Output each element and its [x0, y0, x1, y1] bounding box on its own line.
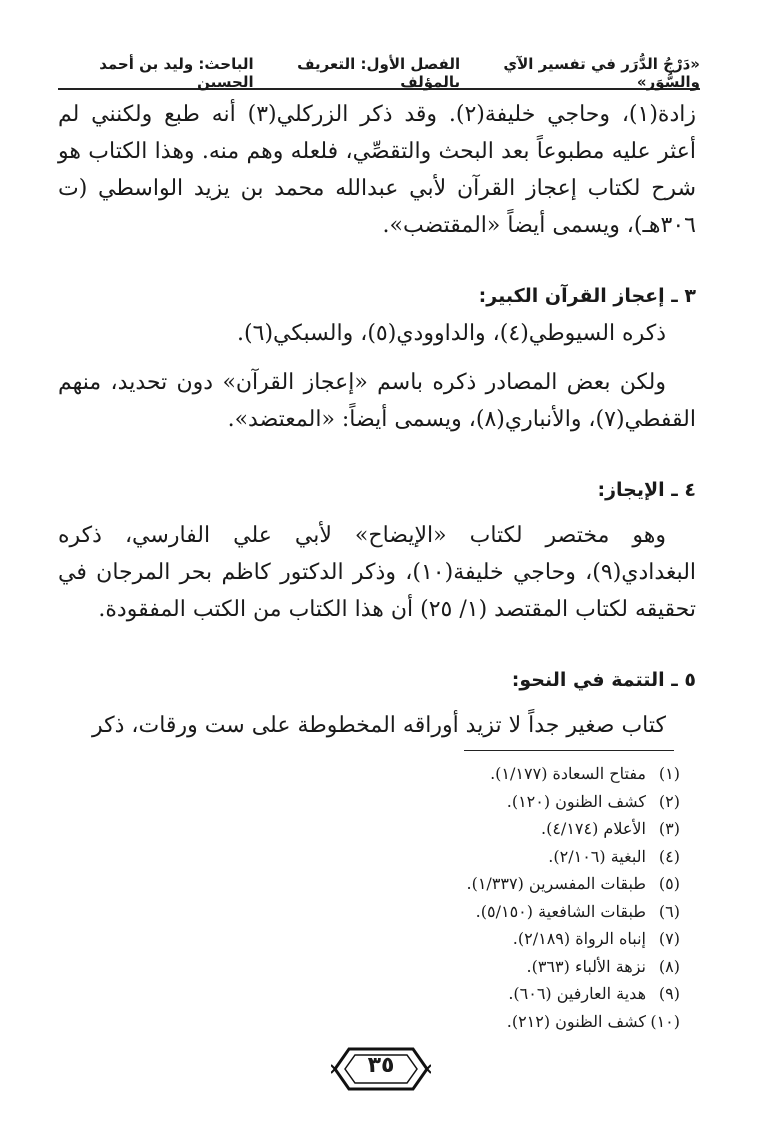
footnote-text: طبقات الشافعية (٥/١٥٠). — [475, 901, 646, 921]
header-author: الباحث: وليد بن أحمد الحسين — [99, 55, 254, 91]
section-heading-3: ٣ ـ إعجاز القرآن الكبير: — [478, 285, 696, 307]
section-heading-5: ٥ ـ التتمة في النحو: — [511, 669, 696, 691]
footnote-mark: (٦) — [658, 901, 680, 921]
footnote-item — [260, 1008, 680, 1036]
running-header — [58, 55, 700, 91]
page-number-ornament — [331, 1045, 431, 1093]
section-heading-4: ٤ ـ الإيجاز: — [597, 479, 696, 501]
footnote-divider — [464, 750, 674, 751]
footnote-item — [260, 980, 680, 1008]
header-book-title: «دَرْجُ الدُّرَر في تفسير الآي والسُّوَر» — [503, 55, 700, 91]
footnote-text: إنباه الرواة (٢/١٨٩). — [512, 929, 646, 948]
footnote-item — [260, 760, 680, 788]
footnote-mark: (١٠) — [650, 1011, 680, 1031]
footnote-item — [260, 788, 680, 816]
page-number: ٣٥ — [367, 1053, 395, 1078]
footnote-text: الأعلام (٤/١٧٤). — [541, 819, 646, 838]
footnote-mark: (٧) — [658, 929, 680, 948]
footnote-text: هدية العارفين (٦٠٦). — [508, 984, 646, 1003]
footnote-mark: (٤) — [658, 846, 680, 866]
paragraph-1: زادة(١)، وحاجي خليفة(٢). وقد ذكر الزركلي(٣) أنه طبع ولكنني لم أعثر عليه مطبوعاً بعد البحث والتقصِّي، فلعله وهم منه. وهذا الكتاب هو شرح لكتاب إعجاز القرآن لأبي عبدالله محمد بن يزيد الواسطي (ت ٣٠٦هـ)، ويسمى أيضاً «المقتضب». — [58, 102, 696, 238]
footnote-mark: (٥) — [658, 874, 680, 893]
footnote-text: كشف الظنون (٢١٢). — [506, 1011, 646, 1031]
footnote-mark: (١) — [658, 764, 680, 783]
paragraph-3a: ذكره السيوطي(٤)، والداوودي(٥)، والسبكي(٦). — [237, 321, 666, 346]
paragraph-4: وهو مختصر لكتاب «الإيضاح» لأبي علي الفارسي، ذكره البغدادي(٩)، وحاجي خليفة(١٠)، وذكر الدكتور كاظم بحر المرجان في تحقيقه لكتاب المقتصد (١/ ٢٥) أن هذا الكتاب من الكتب المفقودة. — [58, 523, 697, 622]
footnote-mark: (٨) — [658, 956, 680, 976]
paragraph-5: كتاب صغير جداً لا تزيد أوراقه المخطوطة على ست ورقات، ذكر — [92, 713, 666, 738]
footnote-text: مفتاح السعادة (١/١٧٧). — [490, 764, 646, 783]
paragraph-3b: ولكن بعض المصادر ذكره باسم «إعجاز القرآن» دون تحديد، منهم القفطي(٧)، والأنباري(٨)، ويسمى أيضاً: «المعتضد». — [58, 370, 696, 432]
footnote-mark: (٩) — [658, 984, 680, 1003]
footnote-item — [260, 815, 680, 843]
footnote-mark: (٣) — [658, 819, 680, 838]
footnote-item — [260, 898, 680, 926]
footnote-item — [260, 925, 680, 953]
main-text — [58, 96, 696, 744]
footnotes — [260, 760, 680, 1035]
footnote-text: طبقات المفسرين (١/٣٣٧). — [466, 874, 646, 893]
footnote-text: كشف الظنون (١٢٠). — [506, 791, 646, 811]
footnote-item — [260, 843, 680, 871]
footnote-text: البغية (٢/١٠٦). — [548, 846, 646, 866]
header-chapter-title: الفصل الأول: التعريف بالمؤلف — [297, 55, 461, 91]
footnote-item — [260, 870, 680, 898]
footnote-text: نزهة الألباء (٣٦٣). — [526, 956, 646, 976]
footnote-item — [260, 953, 680, 981]
footnote-mark: (٢) — [658, 791, 680, 811]
